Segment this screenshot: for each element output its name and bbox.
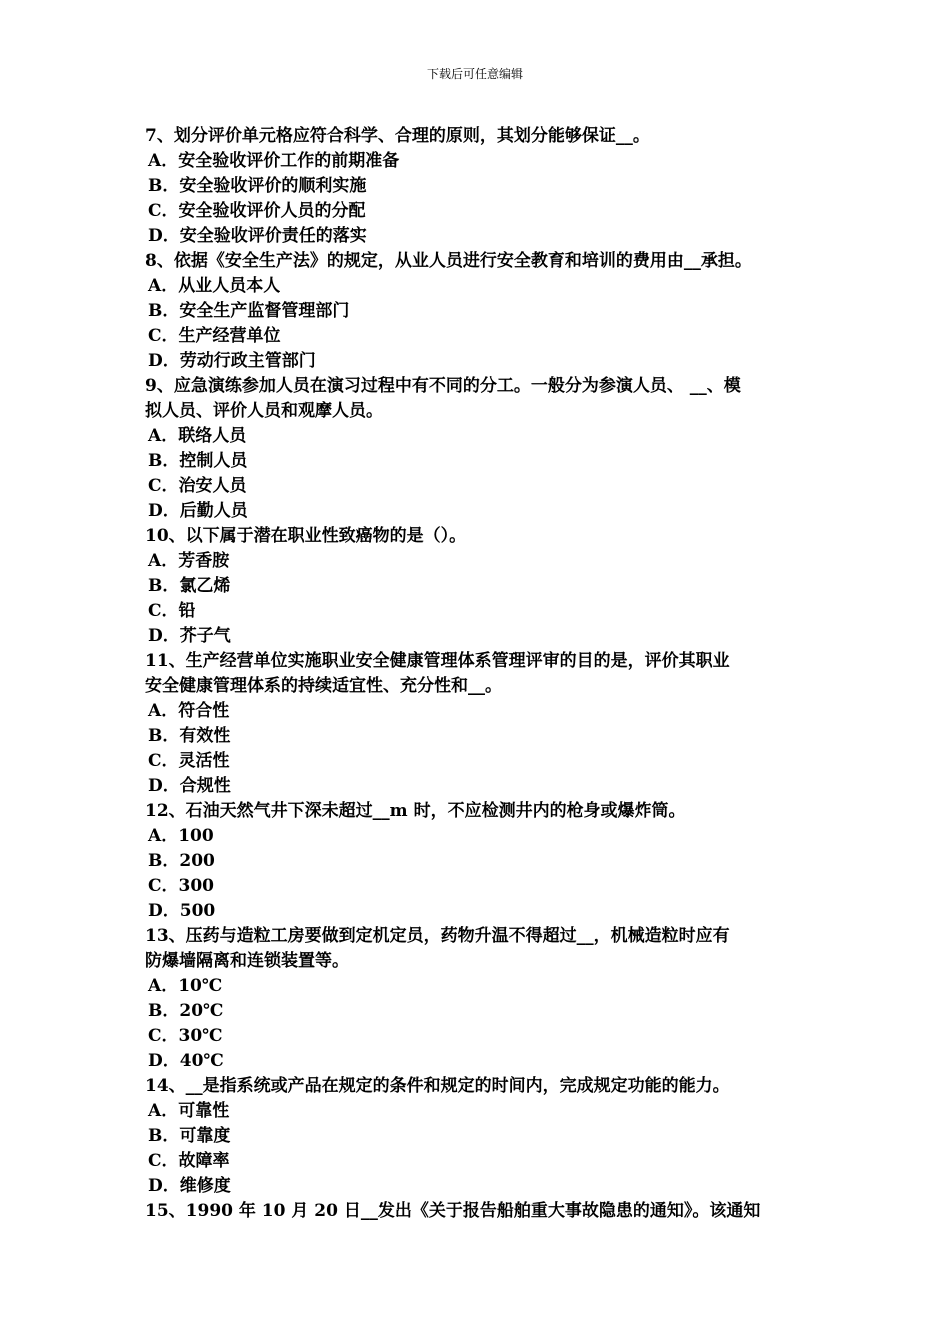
document-body — [145, 124, 815, 1224]
question-stem: 10、以下属于潜在职业性致癌物的是（）。 — [145, 526, 467, 546]
answer-option: B．有效性 — [148, 726, 231, 746]
question-stem: 11、生产经营单位实施职业安全健康管理体系管理评审的目的是，评价其职业 — [145, 651, 730, 671]
answer-option: A．100 — [148, 826, 214, 846]
answer-option: B．安全生产监督管理部门 — [148, 301, 350, 321]
answer-option: B．氯乙烯 — [148, 576, 231, 596]
answer-option: A．联络人员 — [148, 426, 247, 446]
question-stem: 拟人员、评价人员和观摩人员。 — [145, 401, 383, 421]
answer-option: D．劳动行政主管部门 — [148, 351, 316, 371]
answer-option: C．治安人员 — [148, 476, 247, 496]
question-stem: 9、应急演练参加人员在演习过程中有不同的分工。一般分为参演人员、 __、模 — [145, 376, 741, 396]
question-stem: 15、1990 年 10 月 20 日__发出《关于报告船舶重大事故隐患的通知》。该通知 — [145, 1201, 761, 1221]
answer-option: D．安全验收评价责任的落实 — [148, 226, 367, 246]
question-block — [145, 124, 815, 249]
question-block — [145, 374, 815, 524]
answer-option: A．从业人员本人 — [148, 276, 281, 296]
answer-option: D．后勤人员 — [148, 501, 248, 521]
question-stem: 8、依据《安全生产法》的规定，从业人员进行安全教育和培训的费用由__承担。 — [145, 251, 752, 271]
question-block — [145, 924, 815, 1074]
answer-option: B．20℃ — [148, 1001, 224, 1021]
answer-option: A．符合性 — [148, 701, 230, 721]
answer-option: C．灵活性 — [148, 751, 230, 771]
question-block — [145, 1074, 815, 1199]
question-block — [145, 649, 815, 799]
answer-option: A．芳香胺 — [148, 551, 230, 571]
answer-option: B．200 — [148, 851, 215, 871]
answer-option: D．维修度 — [148, 1176, 231, 1196]
answer-option: A．可靠性 — [148, 1101, 230, 1121]
answer-option: B．可靠度 — [148, 1126, 231, 1146]
answer-option: D．芥子气 — [148, 626, 231, 646]
question-stem: 14、__是指系统或产品在规定的条件和规定的时间内，完成规定功能的能力。 — [145, 1076, 730, 1096]
answer-option: C．生产经营单位 — [148, 326, 281, 346]
answer-option: C．铅 — [148, 601, 196, 621]
answer-option: B．控制人员 — [148, 451, 248, 471]
question-block — [145, 799, 815, 924]
answer-option: C．故障率 — [148, 1151, 230, 1171]
answer-option: A．10℃ — [148, 976, 223, 996]
answer-option: C．安全验收评价人员的分配 — [148, 201, 366, 221]
question-stem: 安全健康管理体系的持续适宜性、充分性和__。 — [145, 676, 502, 696]
page-header: 下载后可任意编辑 — [426, 67, 523, 81]
question-stem: 防爆墙隔离和连锁装置等。 — [145, 951, 349, 971]
answer-option: D．合规性 — [148, 776, 231, 796]
question-stem: 12、石油天然气井下深未超过__m 时，不应检测井内的枪身或爆炸筒。 — [145, 801, 686, 821]
question-block — [145, 1199, 815, 1224]
answer-option: C．30℃ — [148, 1026, 223, 1046]
question-block — [145, 524, 815, 649]
answer-option: B．安全验收评价的顺利实施 — [148, 176, 367, 196]
answer-option: C．300 — [148, 876, 215, 896]
answer-option: A．安全验收评价工作的前期准备 — [148, 151, 400, 171]
question-stem: 13、压药与造粒工房要做到定机定员，药物升温不得超过__，机械造粒时应有 — [145, 926, 730, 946]
question-stem: 7、划分评价单元格应符合科学、合理的原则，其划分能够保证__。 — [145, 126, 650, 146]
question-block — [145, 249, 815, 374]
answer-option: D．500 — [148, 901, 216, 921]
answer-option: D．40℃ — [148, 1051, 224, 1071]
